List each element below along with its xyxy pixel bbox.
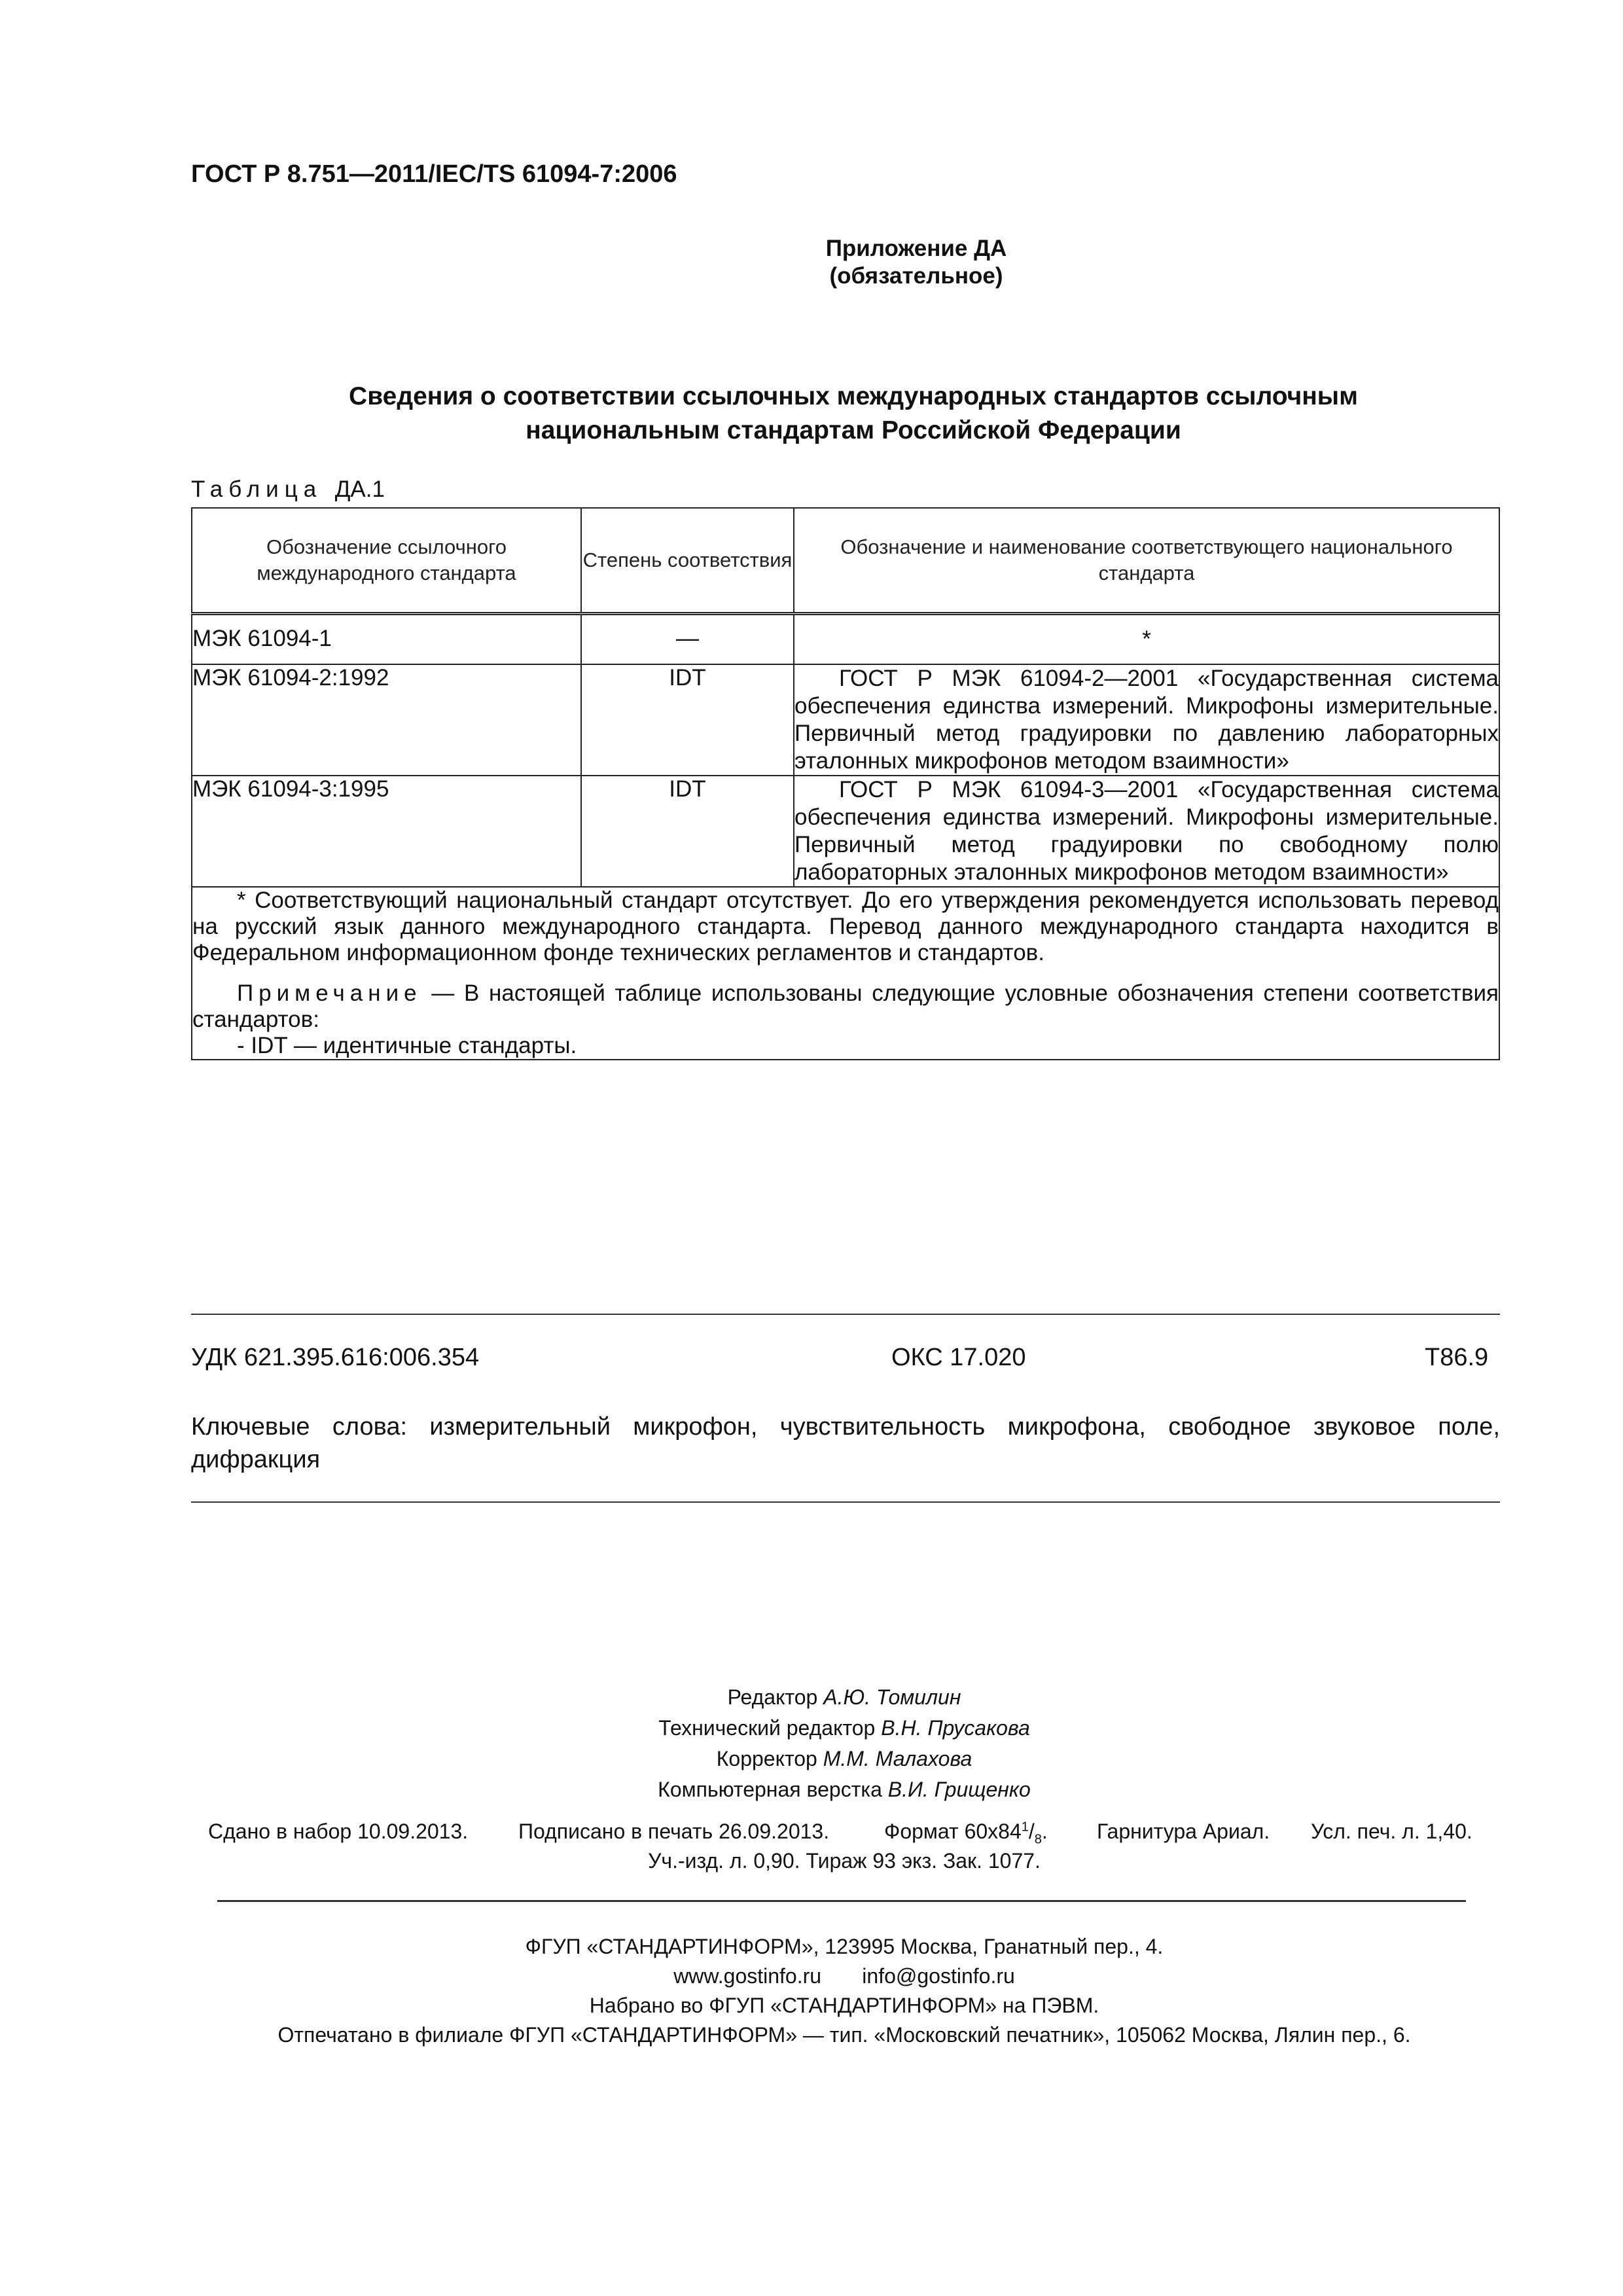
imprint-format: Формат $60x84^1/_8$. [884, 1820, 1048, 1847]
table-row [192, 614, 1499, 665]
imprint-line-2: Уч.-изд. л. 0,90. Тираж 93 экз. Зак. 1077. [648, 1849, 1041, 1873]
document-code: ГОСТ Р 8.751—2011/IEC/TS 61094-7:2006 [191, 160, 677, 188]
publisher-block [0, 1932, 1623, 2050]
national-standard-text: ГОСТ Р МЭК 61094-2—2001 «Государственная система обеспечения единства измерений. Микрофоны измерительные. Первичный метод градуировки по давлению лабораторных эталонных микрофонов методом взаимности» [794, 666, 1499, 774]
national-standard-text: ГОСТ Р МЭК 61094-3—2001 «Государственная система обеспечения единства измерений. Микрофоны измерительные. Первичный метод градуировки по свободному полю лабораторных эталонных микрофонов методом взаимности» [794, 777, 1499, 885]
cell-degree: IDT [581, 664, 794, 776]
table-notes [192, 887, 1499, 1060]
credit-corrector: Корректор М.М. Малахова [716, 1747, 972, 1770]
table-label [191, 476, 385, 503]
section-title-line-2: национальным стандартам Российской Федерации [526, 416, 1181, 444]
oks-code: ОКС 17.020 [891, 1344, 1026, 1371]
imprint-sent: Сдано в набор 10.09.2013. [208, 1820, 469, 1843]
publisher-address: ФГУП «СТАНДАРТИНФОРМ», 123995 Москва, Гранатный пер., 4. [525, 1935, 1164, 1958]
publisher-printed: Отпечатано в филиале ФГУП «СТАНДАРТИНФОРМ» — тип. «Московский печатник», 105062 Москва, Лялин пер., 6. [277, 2023, 1411, 2047]
table-notes-row [192, 887, 1499, 1060]
imprint-sheets: Усл. печ. л. 1,40. [1311, 1820, 1472, 1843]
cell-national-standard [794, 664, 1499, 776]
cell-reference: МЭК 61094-2:1992 [192, 664, 581, 776]
cell-reference: МЭК 61094-1 [192, 614, 581, 665]
cell-degree: — [581, 614, 794, 665]
table-row [192, 664, 1499, 776]
table-label-number: ДА.1 [334, 476, 385, 502]
cell-national-standard: * [794, 614, 1499, 665]
table-label-word: Таблица [191, 476, 323, 502]
annex-type: (обязательное) [829, 263, 1003, 289]
annex-title: Приложение ДА [825, 236, 1007, 261]
cell-reference: МЭК 61094-3:1995 [192, 776, 581, 887]
section-title [191, 380, 1516, 448]
header-cell-national: Обозначение и наименование соответствующего национального стандарта [794, 508, 1499, 614]
note-item-text: - IDT — идентичные стандарты. [237, 1033, 577, 1058]
udk-code: УДК 621.395.616:006.354 [191, 1344, 480, 1371]
publisher-site-link[interactable]: www.gostinfo.ru [673, 1964, 822, 1988]
table-footnote [192, 888, 1499, 966]
table-row [192, 776, 1499, 887]
cell-degree: IDT [581, 776, 794, 887]
divider-bottom [191, 1501, 1500, 1503]
credit-tech-editor: Технический редактор В.Н. Прусакова [658, 1716, 1030, 1740]
publisher-contacts [0, 1962, 1623, 1991]
divider-imprint [217, 1900, 1466, 1902]
keywords: Ключевые слова: измерительный микрофон, чувствительность микрофона, свободное звуковое поле, дифракция [191, 1413, 1500, 1473]
footnote-text: * Соответствующий национальный стандарт отсутствует. До его утверждения рекомендуется использовать перевод на русский язык данного международного стандарта. Перевод данного международного стандарта находится в Федеральном информационном фонде технических регламентов и стандартов. [192, 888, 1499, 965]
divider-top [191, 1314, 1500, 1315]
publisher-email-link[interactable]: info@gostinfo.ru [862, 1964, 1015, 1988]
note-text: — В настоящей таблице использованы следующие условные обозначения степени соответствия стандартов: [192, 980, 1499, 1032]
note-word: Примечание [237, 980, 422, 1006]
table-header-row [192, 508, 1499, 614]
imprint-signed: Подписано в печать 26.09.2013. [518, 1820, 830, 1843]
credit-editor: Редактор А.Ю. Томилин [727, 1685, 961, 1709]
note-item [192, 1033, 1499, 1059]
classification-code: Т86.9 [1425, 1344, 1489, 1371]
table-note [192, 980, 1499, 1033]
correspondence-table [191, 507, 1500, 1060]
imprint-font: Гарнитура Ариал. [1097, 1820, 1270, 1843]
publisher-typeset: Набрано во ФГУП «СТАНДАРТИНФОРМ» на ПЭВМ. [589, 1994, 1099, 2017]
section-title-line-1: Сведения о соответствии ссылочных международных стандартов ссылочным [349, 382, 1358, 410]
cell-national-standard [794, 776, 1499, 887]
header-cell-international: Обозначение ссылочного международного стандарта [192, 508, 581, 614]
credit-layout: Компьютерная верстка В.И. Грищенко [658, 1778, 1031, 1801]
header-cell-degree: Степень соответствия [581, 508, 794, 614]
credits-block [0, 1682, 1623, 1805]
